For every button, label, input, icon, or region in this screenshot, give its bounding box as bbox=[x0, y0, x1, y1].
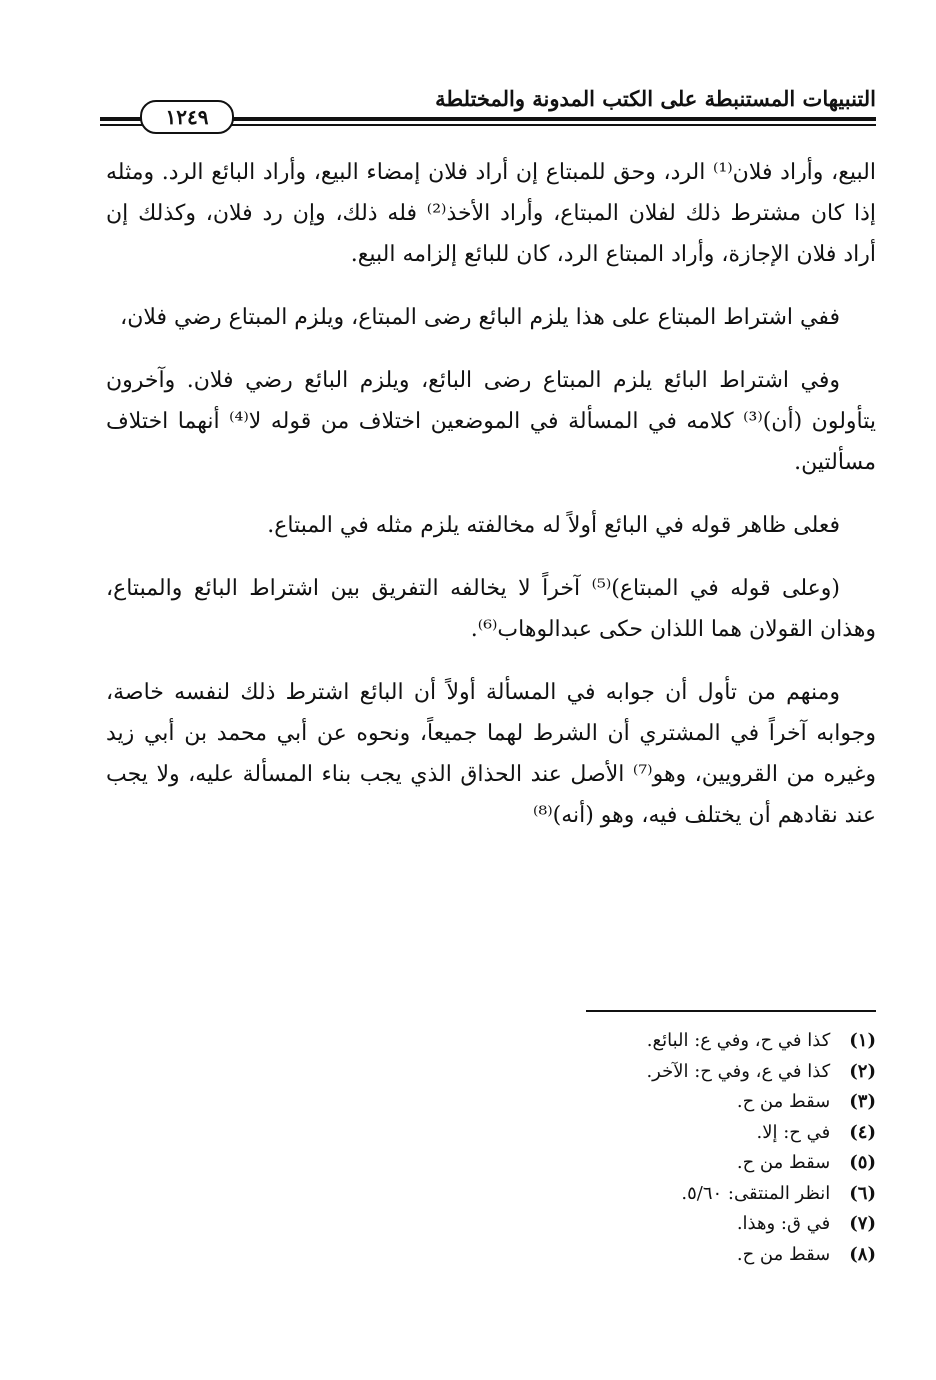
paragraph: وفي اشتراط البائع يلزم المبتاع رضى البائع، ويلزم البائع رضي فلان. وآخرون يتأولون (أن)⁽³⁾ كلامه في المسألة في الموضعين اختلاف من قوله لا⁽⁴⁾ أنهما اختلاف مسألتين. bbox=[106, 368, 876, 475]
footnote bbox=[376, 1179, 876, 1210]
footnote-text: سقط من ح. bbox=[736, 1243, 831, 1265]
page-header bbox=[100, 84, 876, 132]
footnote bbox=[376, 1148, 876, 1179]
footnote-text: كذا في ح، وفي ع: البائع. bbox=[646, 1030, 831, 1051]
footnote-separator bbox=[586, 1010, 876, 1012]
footnote bbox=[376, 1057, 876, 1088]
footnote-number: (٥) bbox=[849, 1152, 876, 1173]
paragraph: ومنهم من تأول أن جوابه في المسألة أولاً أن البائع اشترط ذلك لنفسه خاصة، وجوابه آخراً في المشتري أن الشرط لهما جميعاً، ونحوه عن أبي محمد بن أبي زيد وغيره من القرويين، وهو⁽⁷⁾ الأصل عند الحذاق الذي يجب بناء المسألة عليه، ولا يجب عند نقادهم أن يختلف فيه، وهو (أنه)⁽⁸⁾ bbox=[106, 680, 876, 828]
footnote bbox=[376, 1209, 876, 1240]
footnote-number: (٢) bbox=[849, 1060, 876, 1082]
footnote-text: كذا في ع، وفي ح: الآخر. bbox=[646, 1060, 831, 1082]
page-number: ١٢٤٩ bbox=[140, 100, 234, 134]
footnote-text: في ح: إلا. bbox=[756, 1121, 831, 1143]
footnote-number: (٨) bbox=[849, 1243, 876, 1265]
footnote-text: سقط من ح. bbox=[736, 1091, 831, 1112]
footnotes-list bbox=[376, 1026, 876, 1270]
footnote bbox=[376, 1118, 876, 1149]
footnote-number: (٣) bbox=[849, 1091, 876, 1112]
footnote-text: انظر المنتقى: ٥/٦٠. bbox=[681, 1182, 831, 1204]
footnote bbox=[376, 1026, 876, 1057]
footnote-text: في ق: وهذا. bbox=[736, 1213, 831, 1234]
main-text bbox=[106, 152, 876, 858]
footnote-number: (٦) bbox=[849, 1182, 876, 1204]
footnote-number: (٤) bbox=[849, 1121, 876, 1143]
footnote-number: (٧) bbox=[849, 1213, 876, 1234]
paragraph: ففي اشتراط المبتاع على هذا يلزم البائع رضى المبتاع، ويلزم المبتاع رضي فلان، bbox=[120, 305, 840, 330]
footnote-number: (١) bbox=[849, 1030, 876, 1051]
paragraph: البيع، وأراد فلان⁽¹⁾ الرد، وحق للمبتاع إن أراد فلان إمضاء البيع، وأراد البائع الرد. ومثله إذا كان مشترط ذلك لفلان المبتاع، وأراد الأخذ⁽²⁾ فله ذلك، وإن رد فلان، وكذلك إن أراد فلان الإجازة، وأراد المبتاع الرد، كان للبائع إلزامه البيع. bbox=[106, 160, 877, 267]
footnote bbox=[376, 1240, 876, 1271]
running-title: التنبيهات المستنبطة على الكتب المدونة والمختلطة bbox=[435, 86, 876, 111]
paragraph: فعلى ظاهر قوله في البائع أولاً له مخالفته يلزم مثله في المبتاع. bbox=[267, 513, 840, 538]
footnote-text: سقط من ح. bbox=[736, 1152, 831, 1173]
footnote bbox=[376, 1087, 876, 1118]
paragraph: (وعلى قوله في المبتاع)⁽⁵⁾ آخراً لا يخالفه التفريق بين اشتراط البائع والمبتاع، وهذان القولان هما اللذان حكى عبدالوهاب⁽⁶⁾. bbox=[106, 576, 876, 642]
